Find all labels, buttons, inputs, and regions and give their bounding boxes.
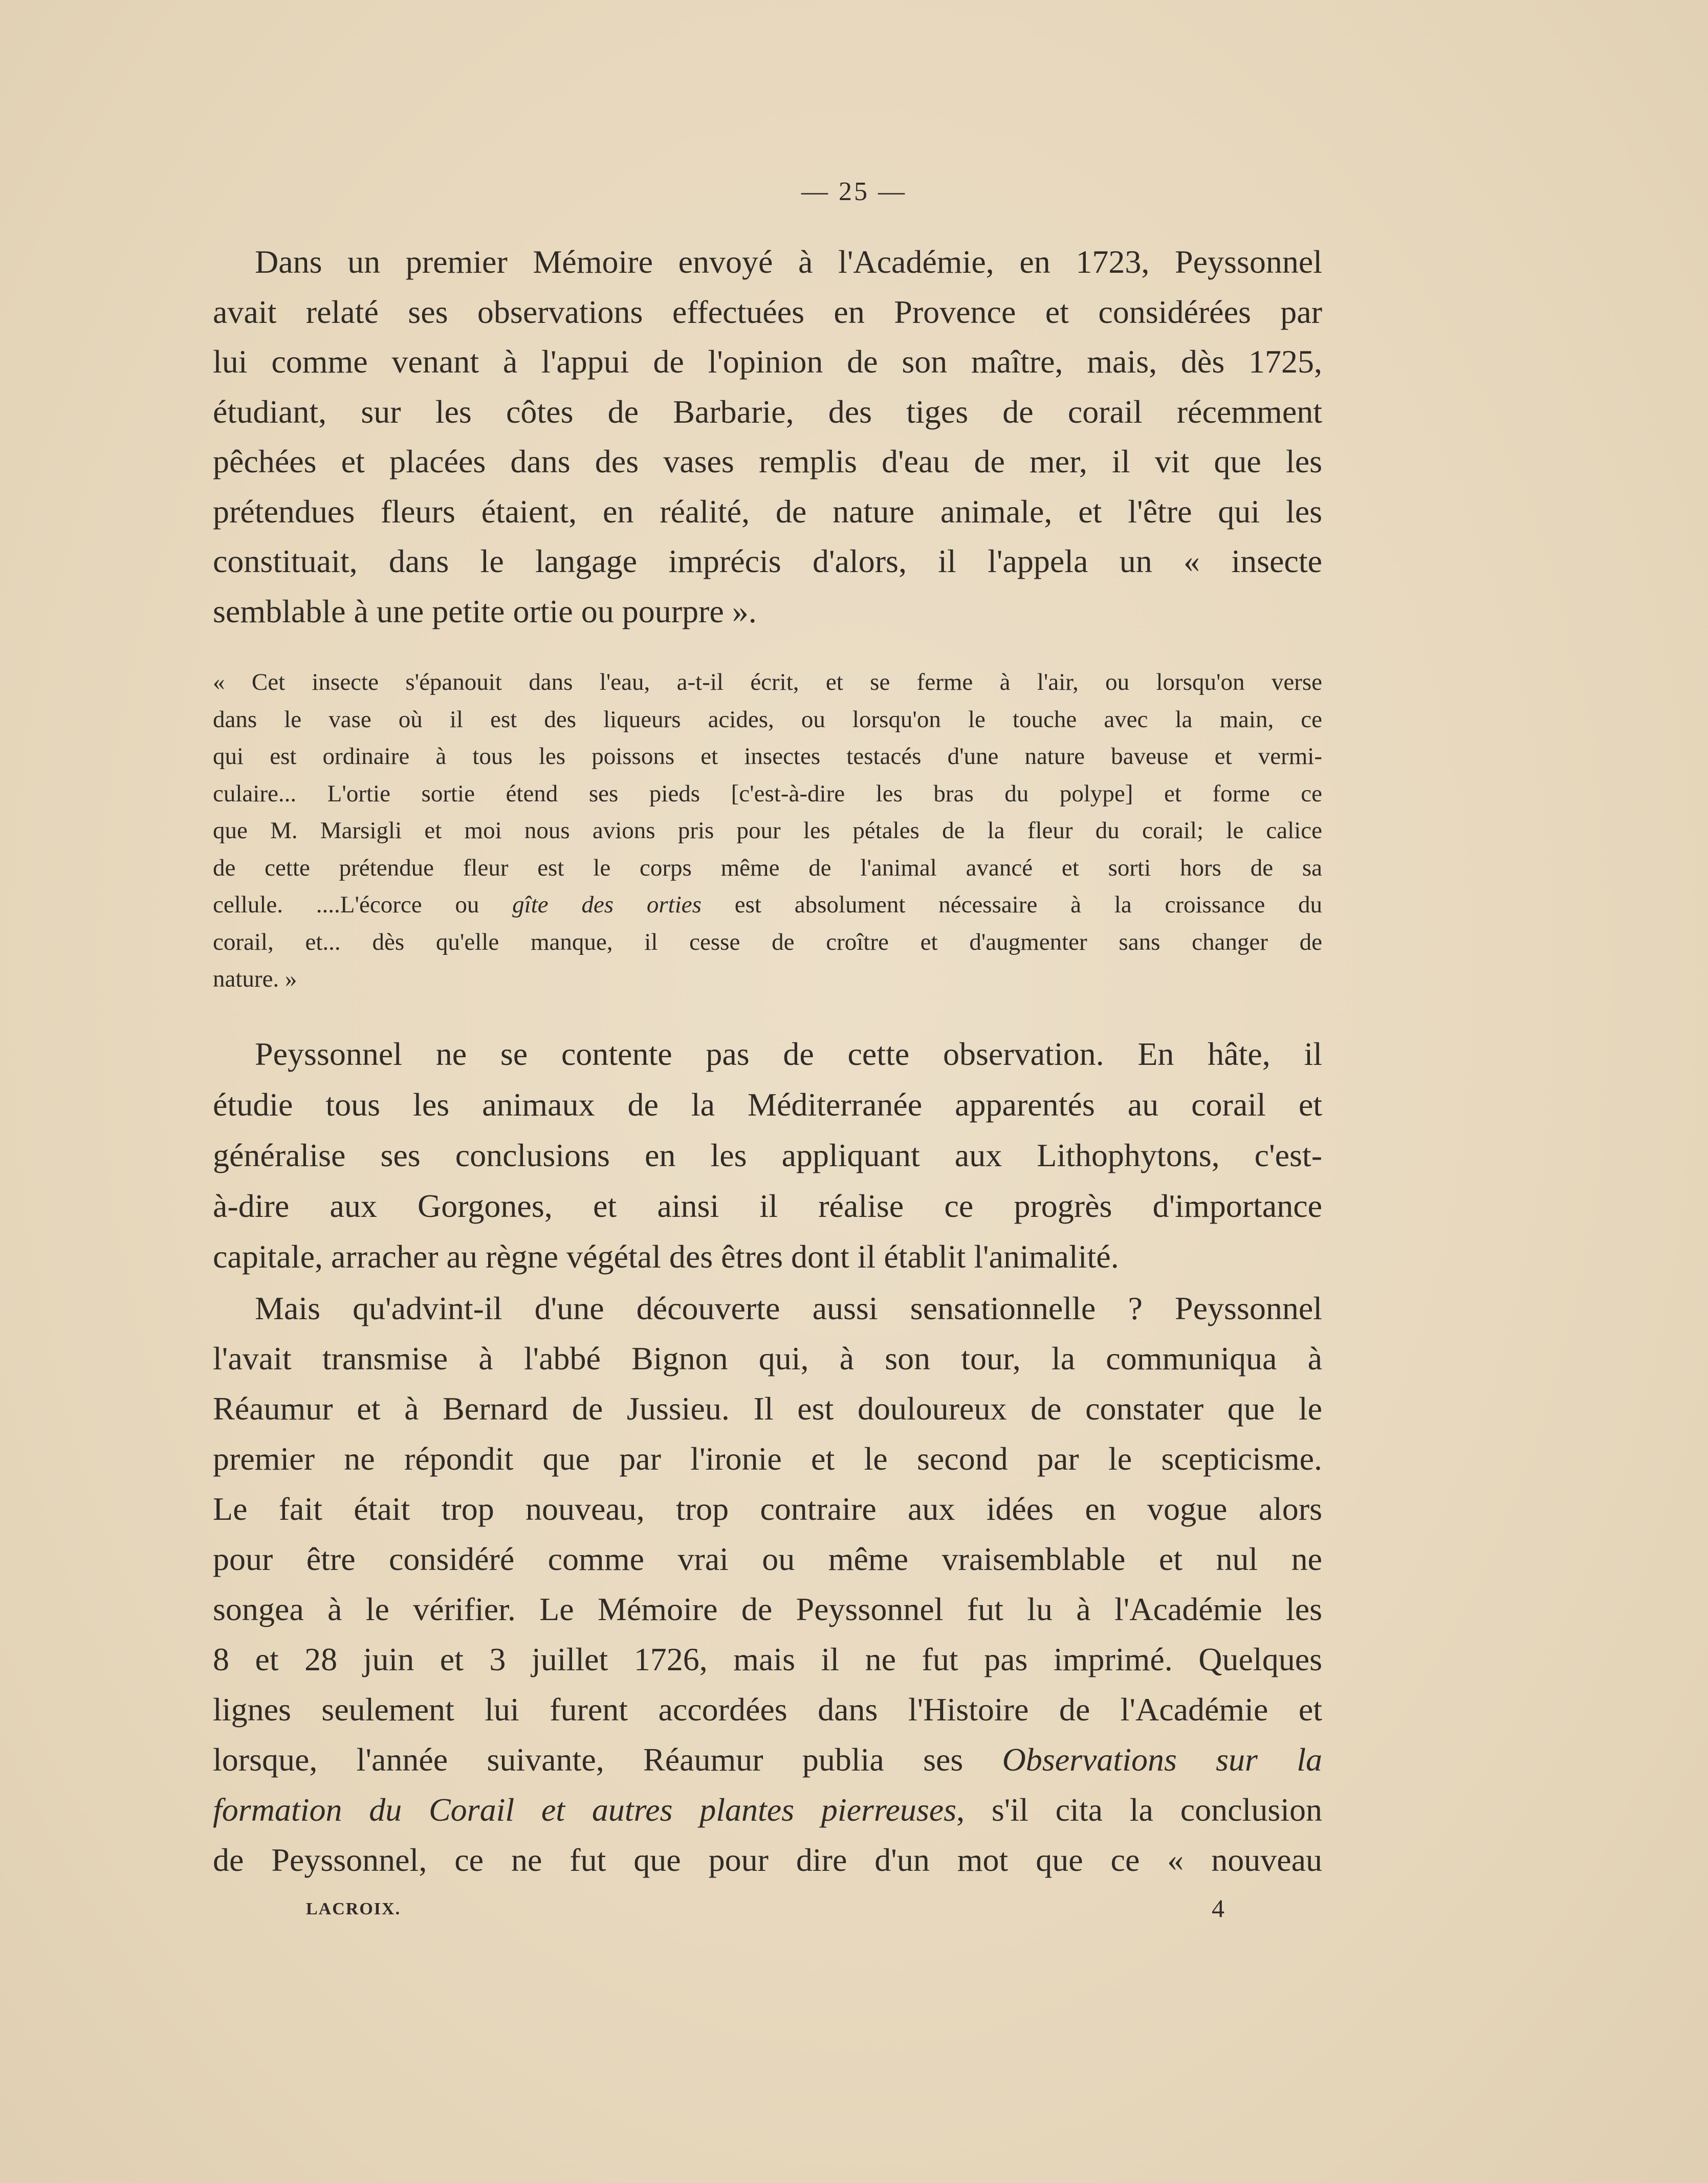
text-line: nature. »: [213, 966, 297, 992]
text-line: qui est ordinaire à tous les poissons et insectes testacés d'une nature baveuse et vermi-: [213, 743, 1322, 770]
text-line: 8 et 28 juin et 3 juillet 1726, mais il ne fut pas imprimé. Quelques: [213, 1641, 1322, 1677]
text-line: capitale, arracher au règne végétal des êtres dont il établit l'animalité.: [213, 1238, 1119, 1275]
text-line: lui comme venant à l'appui de l'opinion de son maître, mais, dès 1725,: [213, 343, 1322, 380]
text-line: avait relaté ses observations effectuées en Provence et considérées par: [213, 293, 1322, 330]
text-line: prétendues fleurs étaient, en réalité, de nature animale, et l'être qui les: [213, 493, 1322, 530]
signature-number: 4: [1212, 1894, 1224, 1923]
text-line: lignes seulement lui furent accordées dans l'Histoire de l'Académie et: [213, 1691, 1322, 1728]
text-line: que M. Marsigli et moi nous avions pris pour les pétales de la fleur du corail; le calice: [213, 817, 1322, 844]
printer-signature: LACROIX.: [306, 1900, 401, 1918]
paragraph-3: [213, 1283, 1322, 1885]
text-line: pour être considéré comme vrai ou même vraisemblable et nul ne: [213, 1541, 1322, 1577]
text-line: généralise ses conclusions en les appliquant aux Lithophytons, c'est-: [213, 1137, 1322, 1173]
page-number: — 25 —: [801, 177, 907, 206]
text-line: Peyssonnel ne se contente pas de cette observation. En hâte, il: [255, 1036, 1322, 1072]
text-line: [213, 1735, 1322, 1785]
text-line: Mais qu'advint-il d'une découverte aussi sensationnelle ? Peyssonnel: [255, 1290, 1322, 1326]
text-line: Dans un premier Mémoire envoyé à l'Académie, en 1723, Peyssonnel: [255, 244, 1322, 280]
text-line: de cette prétendue fleur est le corps même de l'animal avancé et sorti hors de sa: [213, 854, 1322, 881]
text-line: de Peyssonnel, ce ne fut que pour dire d'un mot que ce « nouveau: [213, 1842, 1322, 1878]
text-line: constituait, dans le langage imprécis d'alors, il l'appela un « insecte: [213, 543, 1322, 579]
text-segment: cellule. ....L'écorce ou: [213, 891, 513, 918]
text-line: « Cet insecte s'épanouit dans l'eau, a-t-il écrit, et se ferme à l'air, ou lorsqu'on verse: [213, 669, 1322, 695]
text-line: corail, et... dès qu'elle manque, il cesse de croître et d'augmenter sans changer de: [213, 928, 1322, 955]
text-line: Réaumur et à Bernard de Jussieu. Il est douloureux de constater que le: [213, 1390, 1322, 1427]
text-line: songea à le vérifier. Le Mémoire de Peyssonnel fut lu à l'Académie les: [213, 1591, 1322, 1627]
text-segment: , s'il cita la conclusion: [956, 1792, 1323, 1828]
text-line: [213, 1785, 1322, 1835]
text-line: à-dire aux Gorgones, et ainsi il réalise ce progrès d'importance: [213, 1188, 1322, 1224]
italic-text: gîte des orties: [512, 891, 702, 918]
text-line: [213, 886, 1322, 924]
text-segment: lorsque, l'année suivante, Réaumur publia ses: [213, 1741, 1002, 1778]
italic-text: formation du Corail et autres plantes pierreuses: [213, 1792, 957, 1828]
text-line: l'avait transmise à l'abbé Bignon qui, à son tour, la communiqua à: [213, 1340, 1322, 1377]
text-line: premier ne répondit que par l'ironie et le second par le scepticisme.: [213, 1440, 1322, 1477]
text-line: étudie tous les animaux de la Méditerranée apparentés au corail et: [213, 1086, 1322, 1123]
text-line: étudiant, sur les côtes de Barbarie, des tiges de corail récemment: [213, 393, 1322, 430]
paragraph-2: [213, 1029, 1322, 1282]
italic-text: Observations sur la: [1002, 1741, 1323, 1778]
text-line: pêchées et placées dans des vases remplis d'eau de mer, il vit que les: [213, 443, 1322, 479]
block-quote: [213, 664, 1322, 998]
text-line: semblable à une petite ortie ou pourpre ».: [213, 593, 757, 629]
text-segment: est absolument nécessaire à la croissance du: [701, 891, 1323, 918]
text-line: culaire... L'ortie sortie étend ses pieds [c'est-à-dire les bras du polype] et forme ce: [213, 780, 1322, 807]
paragraph-1: [213, 237, 1322, 636]
text-line: dans le vase où il est des liqueurs acides, ou lorsqu'on le touche avec la main, ce: [213, 706, 1322, 733]
text-line: Le fait était trop nouveau, trop contraire aux idées en vogue alors: [213, 1491, 1322, 1527]
